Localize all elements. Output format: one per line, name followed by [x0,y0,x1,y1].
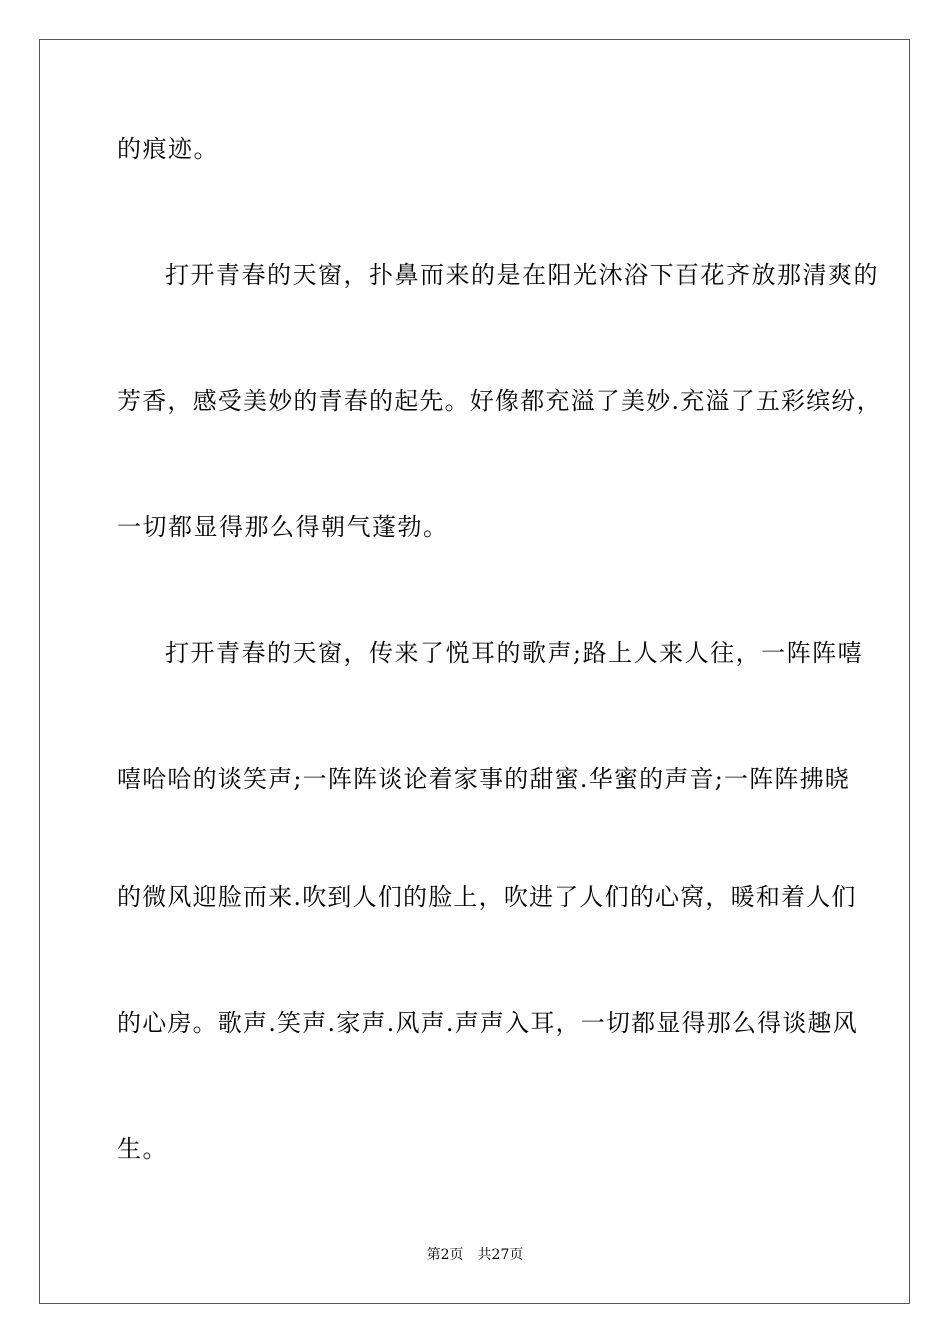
text-line-3: 芳香，感受美妙的青春的起先。好像都充溢了美妙.充溢了五彩缤纷， [117,387,882,415]
page-number: 第2页 [426,1247,464,1263]
text-line-7: 的微风迎脸而来.吹到人们的脸上，吹进了人们的心窝，暖和着人们 [117,883,857,911]
text-line-6: 嘻哈哈的谈笑声;一阵阵谈论着家事的甜蜜.华蜜的声音;一阵阵拂晓 [117,765,850,793]
page-footer [0,1246,950,1264]
text-line-5: 打开青春的天窗，传来了悦耳的歌声;路上人来人往，一阵阵嘻 [165,639,864,667]
text-line-1: 的痕迹。 [117,135,219,163]
text-line-8: 的心房。歌声.笑声.家声.风声.声声入耳，一切都显得那么得谈趣风 [117,1009,858,1037]
text-line-9: 生。 [117,1135,168,1163]
text-line-4: 一切都显得那么得朝气蓬勃。 [117,513,449,541]
text-line-2: 打开青春的天窗，扑鼻而来的是在阳光沐浴下百花齐放那清爽的 [165,261,879,289]
page-total: 共27页 [477,1247,524,1263]
page-border [39,39,910,1304]
